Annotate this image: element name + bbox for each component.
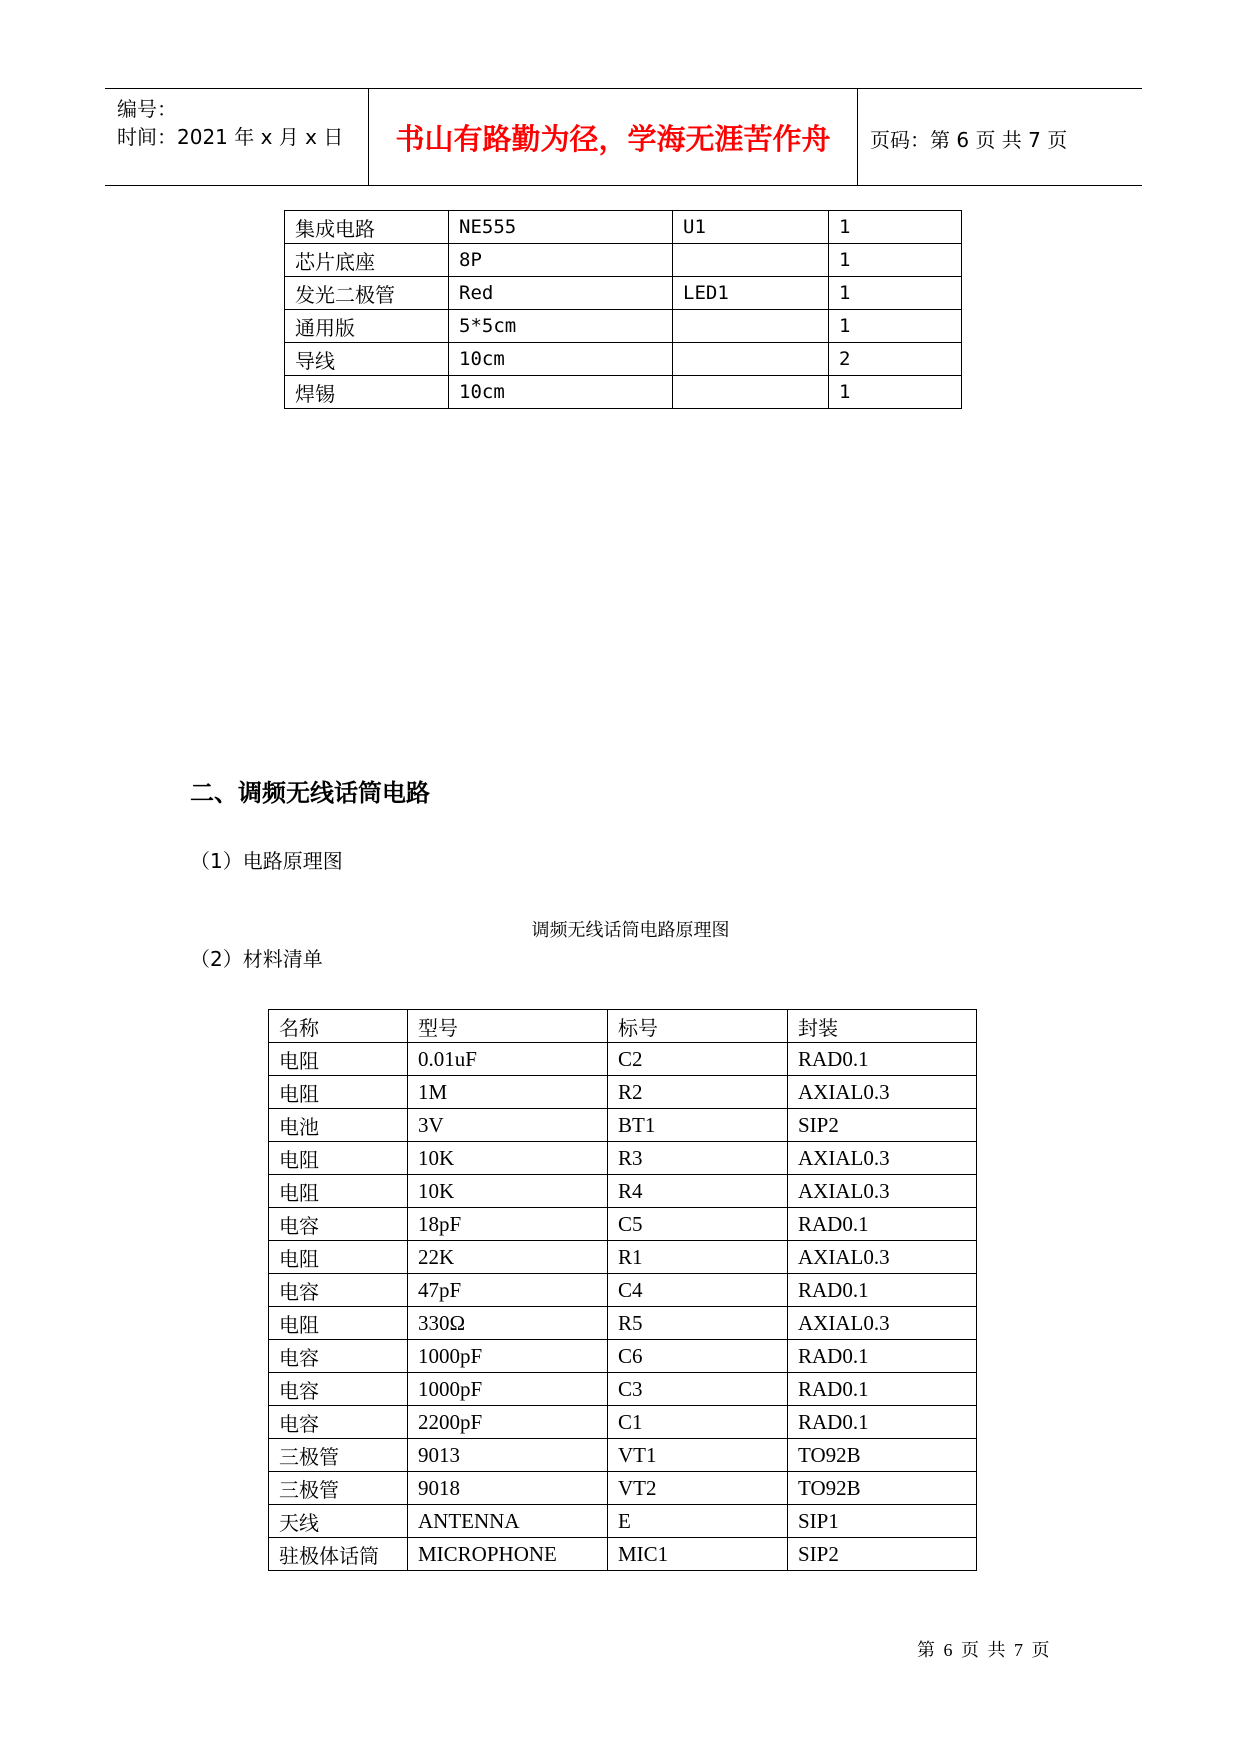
table-cell: 电阻: [269, 1076, 408, 1109]
table-cell: 焊锡: [285, 376, 449, 409]
table-row: [269, 1538, 977, 1571]
table-cell: 集成电路: [285, 211, 449, 244]
table-cell: 电阻: [269, 1307, 408, 1340]
table-cell: U1: [673, 211, 829, 244]
table-row: [269, 1274, 977, 1307]
table-cell: C4: [608, 1274, 788, 1307]
table-cell: 电容: [269, 1274, 408, 1307]
table-cell: 47pF: [408, 1274, 608, 1307]
table-cell: VT1: [608, 1439, 788, 1472]
table-row: [269, 1043, 977, 1076]
table-cell: [673, 343, 829, 376]
table-cell: 驻极体话筒: [269, 1538, 408, 1571]
table-cell: 三极管: [269, 1439, 408, 1472]
table-cell: 1: [829, 244, 962, 277]
component-table-1-body: [285, 211, 962, 409]
table-cell: 电容: [269, 1373, 408, 1406]
table-cell: 电阻: [269, 1175, 408, 1208]
table-cell: R3: [608, 1142, 788, 1175]
table-cell: 5*5cm: [449, 310, 673, 343]
table-row: [269, 1373, 977, 1406]
header-motto-cell: [368, 89, 858, 185]
table-cell: 0.01uF: [408, 1043, 608, 1076]
table-cell: 电阻: [269, 1241, 408, 1274]
table-cell: 1: [829, 376, 962, 409]
table-cell: AXIAL0.3: [788, 1175, 977, 1208]
table-cell: RAD0.1: [788, 1208, 977, 1241]
table-cell: 天线: [269, 1505, 408, 1538]
table-cell: 2200pF: [408, 1406, 608, 1439]
table-cell: NE555: [449, 211, 673, 244]
component-table-1: [284, 210, 962, 409]
table-cell: SIP2: [788, 1538, 977, 1571]
table-row: [285, 211, 962, 244]
table-cell: 3V: [408, 1109, 608, 1142]
table-row: [285, 244, 962, 277]
table-cell: SIP1: [788, 1505, 977, 1538]
table-cell: SIP2: [788, 1109, 977, 1142]
table-cell: 10cm: [449, 376, 673, 409]
table-header-cell: 型号: [408, 1010, 608, 1043]
schematic-caption: 调频无线话筒电路原理图: [531, 920, 730, 941]
table-cell: C5: [608, 1208, 788, 1241]
table-cell: 18pF: [408, 1208, 608, 1241]
table-cell: AXIAL0.3: [788, 1142, 977, 1175]
table-header-cell: 名称: [269, 1010, 408, 1043]
materials-table-header: [269, 1010, 977, 1043]
table-header-cell: 标号: [608, 1010, 788, 1043]
section-title: 二、调频无线话筒电路: [190, 779, 430, 807]
table-cell: RAD0.1: [788, 1274, 977, 1307]
table-cell: R2: [608, 1076, 788, 1109]
table-row: [269, 1406, 977, 1439]
table-row: [269, 1208, 977, 1241]
table-cell: 10cm: [449, 343, 673, 376]
table-cell: 电阻: [269, 1142, 408, 1175]
table-cell: C2: [608, 1043, 788, 1076]
table-cell: R4: [608, 1175, 788, 1208]
table-cell: RAD0.1: [788, 1406, 977, 1439]
table-cell: 9013: [408, 1439, 608, 1472]
table-row: [269, 1142, 977, 1175]
table-cell: TO92B: [788, 1439, 977, 1472]
table-cell: [673, 244, 829, 277]
table-cell: 电容: [269, 1340, 408, 1373]
table-cell: 8P: [449, 244, 673, 277]
table-cell: C3: [608, 1373, 788, 1406]
table-cell: 1000pF: [408, 1340, 608, 1373]
table-cell: 电阻: [269, 1043, 408, 1076]
table-cell: 发光二极管: [285, 277, 449, 310]
table-cell: [673, 376, 829, 409]
table-cell: C1: [608, 1406, 788, 1439]
table-cell: RAD0.1: [788, 1043, 977, 1076]
table-cell: 1000pF: [408, 1373, 608, 1406]
table-cell: 22K: [408, 1241, 608, 1274]
table-cell: MICROPHONE: [408, 1538, 608, 1571]
table-header-row: [269, 1010, 977, 1043]
table-row: [269, 1175, 977, 1208]
table-row: [269, 1505, 977, 1538]
table-cell: 1: [829, 277, 962, 310]
table-row: [269, 1439, 977, 1472]
table-cell: 330Ω: [408, 1307, 608, 1340]
table-cell: 1M: [408, 1076, 608, 1109]
table-cell: TO92B: [788, 1472, 977, 1505]
table-cell: 2: [829, 343, 962, 376]
table-cell: 三极管: [269, 1472, 408, 1505]
table-cell: 导线: [285, 343, 449, 376]
table-cell: LED1: [673, 277, 829, 310]
table-cell: Red: [449, 277, 673, 310]
table-cell: E: [608, 1505, 788, 1538]
table-cell: C6: [608, 1340, 788, 1373]
table-cell: 1: [829, 310, 962, 343]
table-cell: 9018: [408, 1472, 608, 1505]
table-row: [269, 1340, 977, 1373]
table-row: [285, 376, 962, 409]
table-cell: MIC1: [608, 1538, 788, 1571]
table-cell: BT1: [608, 1109, 788, 1142]
page-footer: 第 6 页 共 7 页: [917, 1640, 1050, 1660]
header-right-cell: [858, 89, 1142, 185]
subsection-schematic: （1）电路原理图: [190, 849, 343, 873]
table-row: [285, 277, 962, 310]
header-page-info: 页码：第 6 页 共 7 页: [870, 128, 1068, 152]
table-cell: AXIAL0.3: [788, 1241, 977, 1274]
number-label: 编号：: [117, 97, 177, 121]
motto-text: 书山有路勤为径，学海无涯苦作舟: [395, 122, 831, 156]
materials-table: [268, 1009, 977, 1571]
table-cell: 电容: [269, 1406, 408, 1439]
table-cell: [673, 310, 829, 343]
table-cell: 10K: [408, 1175, 608, 1208]
table-row: [285, 343, 962, 376]
table-cell: 1: [829, 211, 962, 244]
table-cell: VT2: [608, 1472, 788, 1505]
table-cell: AXIAL0.3: [788, 1307, 977, 1340]
materials-table-body: [269, 1043, 977, 1571]
table-cell: AXIAL0.3: [788, 1076, 977, 1109]
table-row: [269, 1241, 977, 1274]
table-cell: R5: [608, 1307, 788, 1340]
header-left-cell: [105, 89, 368, 185]
table-header-cell: 封装: [788, 1010, 977, 1043]
table-row: [269, 1307, 977, 1340]
subsection-materials: （2）材料清单: [190, 947, 323, 971]
table-cell: RAD0.1: [788, 1340, 977, 1373]
time-label: 时间：2021 年 x 月 x 日: [117, 125, 344, 149]
table-row: [269, 1109, 977, 1142]
table-cell: 电池: [269, 1109, 408, 1142]
table-row: [269, 1472, 977, 1505]
table-cell: ANTENNA: [408, 1505, 608, 1538]
table-cell: 10K: [408, 1142, 608, 1175]
table-cell: 电容: [269, 1208, 408, 1241]
page-header: [105, 88, 1142, 186]
table-cell: 芯片底座: [285, 244, 449, 277]
table-cell: 通用版: [285, 310, 449, 343]
table-cell: RAD0.1: [788, 1373, 977, 1406]
table-row: [269, 1076, 977, 1109]
table-row: [285, 310, 962, 343]
table-cell: R1: [608, 1241, 788, 1274]
